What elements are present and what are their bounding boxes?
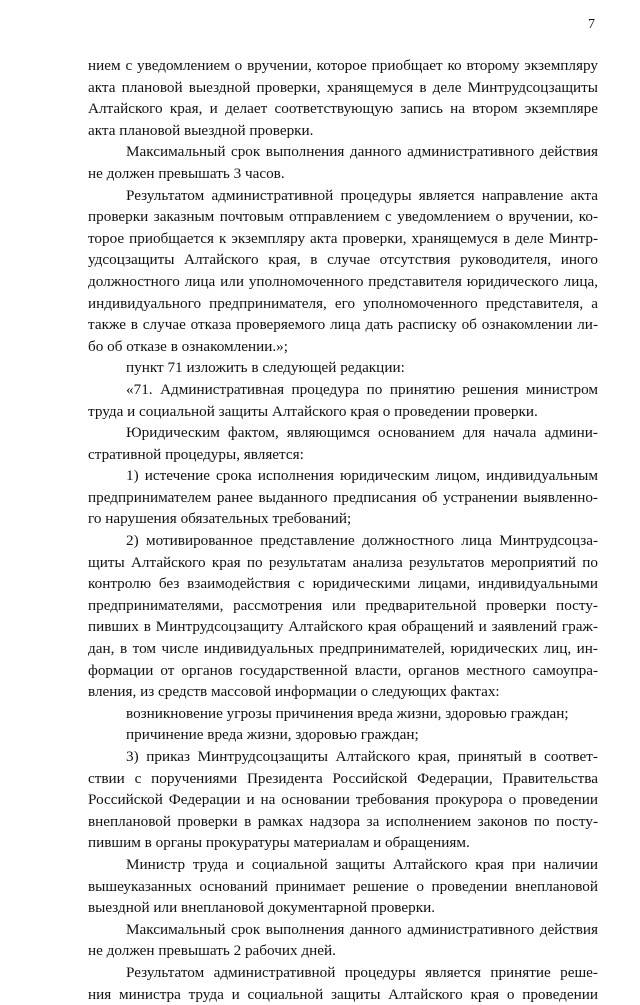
text-line: предпринимателем ранее выданного предписания об устранении выявленно- — [88, 488, 598, 506]
page-number: 7 — [588, 17, 595, 32]
text-line: акта плановой выездной проверки. — [88, 121, 314, 139]
text-line: контролю без взаимодействия с юридическими лицами, индивидуальными — [88, 575, 598, 593]
text-line: предпринимателями, рассмотрения или предварительной проверки посту- — [88, 596, 598, 614]
text-line: вления, из средств массовой информации о следующих фактах: — [88, 683, 500, 701]
text-line: бо об отказе в ознакомлении.»; — [88, 337, 288, 355]
text-line: пивших в Минтрудсоцзащиту Алтайского края обращений и заявлений граж- — [88, 618, 598, 636]
text-line: возникновение угрозы причинения вреда жизни, здоровью граждан; — [126, 704, 569, 722]
text-line: формации от органов государственной власти, органов местного самоупра- — [88, 661, 598, 679]
text-line: Алтайского края, и делает соответствующую запись на втором экземпляре — [88, 100, 598, 118]
text-line: труда и социальной защиты Алтайского края о проведении проверки. — [88, 402, 538, 420]
text-line: 3) приказ Минтрудсоцзащиты Алтайского края, принятый в соответ- — [126, 748, 598, 765]
text-line: дан, в том числе индивидуальных предпринимателей, юридических лиц, ин- — [88, 640, 598, 658]
document-body — [88, 55, 598, 1005]
text-line: нием с уведомлением о вручении, которое приобщает ко второму экземпляру — [88, 57, 598, 74]
text-line: 1) истечение срока исполнения юридическим лицом, индивидуальным — [126, 467, 598, 485]
text-line: Министр труда и социальной защиты Алтайского края при наличии — [126, 855, 598, 873]
text-line: Максимальный срок выполнения данного административного действия — [126, 143, 598, 161]
text-line: также в случае отказа проверяемого лица дать расписку об ознакомлении ли- — [88, 316, 598, 334]
text-line: не должен превышать 3 часов. — [88, 164, 285, 182]
text-line: Результатом административной процедуры является направление акта — [126, 186, 598, 204]
text-line: 2) мотивированное представление должностного лица Минтрудсоцза- — [126, 532, 598, 550]
text-line: «71. Административная процедура по принятию решения министром — [126, 380, 598, 398]
text-line: индивидуального предпринимателя, его уполномоченного представителя, а — [88, 294, 598, 312]
text-line: Результатом административной процедуры является принятие реше- — [126, 963, 598, 981]
text-line: удсоцзащиты Алтайского края, в случае отсутствия руководителя, иного — [88, 251, 598, 269]
text-line: Максимальный срок выполнения данного административного действия — [126, 920, 598, 938]
text-line: го нарушения обязательных требований; — [88, 510, 352, 528]
text-line: внеплановой проверки в рамках надзора за исполнением законов по посту- — [88, 812, 598, 830]
text-line: щиты Алтайского края по результатам анализа результатов мероприятий по — [88, 553, 598, 571]
text-line: вышеуказанных оснований принимает решение о проведении внеплановой — [88, 877, 598, 895]
text-line: проверки заказным почтовым отправлением с уведомлением о вручении, ко- — [88, 208, 598, 226]
text-line: торое приобщается к экземпляру акта проверки, хранящемуся в деле Минтр- — [88, 229, 598, 247]
text-line: стративной процедуры, является: — [88, 445, 304, 463]
text-line: ния министра труда и социальной защиты Алтайского края о проведении — [88, 985, 598, 1003]
text-line: акта плановой выездной проверки, хранящемуся в деле Минтрудсоцзащиты — [88, 78, 598, 96]
text-line: Российской Федерации и на основании требования прокурора о проведении — [88, 791, 598, 809]
text-line: ствии с поручениями Президента Российской Федерации, Правительства — [88, 769, 598, 787]
text-line: должностного лица или уполномоченного представителя юридического лица, — [88, 272, 598, 290]
text-line: пившим в органы прокуратуры материалам и обращениям. — [88, 834, 470, 852]
text-line: причинение вреда жизни, здоровью граждан; — [126, 726, 419, 744]
text-line: выездной или внеплановой документарной проверки. — [88, 899, 436, 917]
text-line: пункт 71 изложить в следующей редакции: — [126, 359, 405, 377]
text-line: Юридическим фактом, являющимся основанием для начала админи- — [126, 424, 598, 442]
text-line: не должен превышать 2 рабочих дней. — [88, 942, 336, 960]
